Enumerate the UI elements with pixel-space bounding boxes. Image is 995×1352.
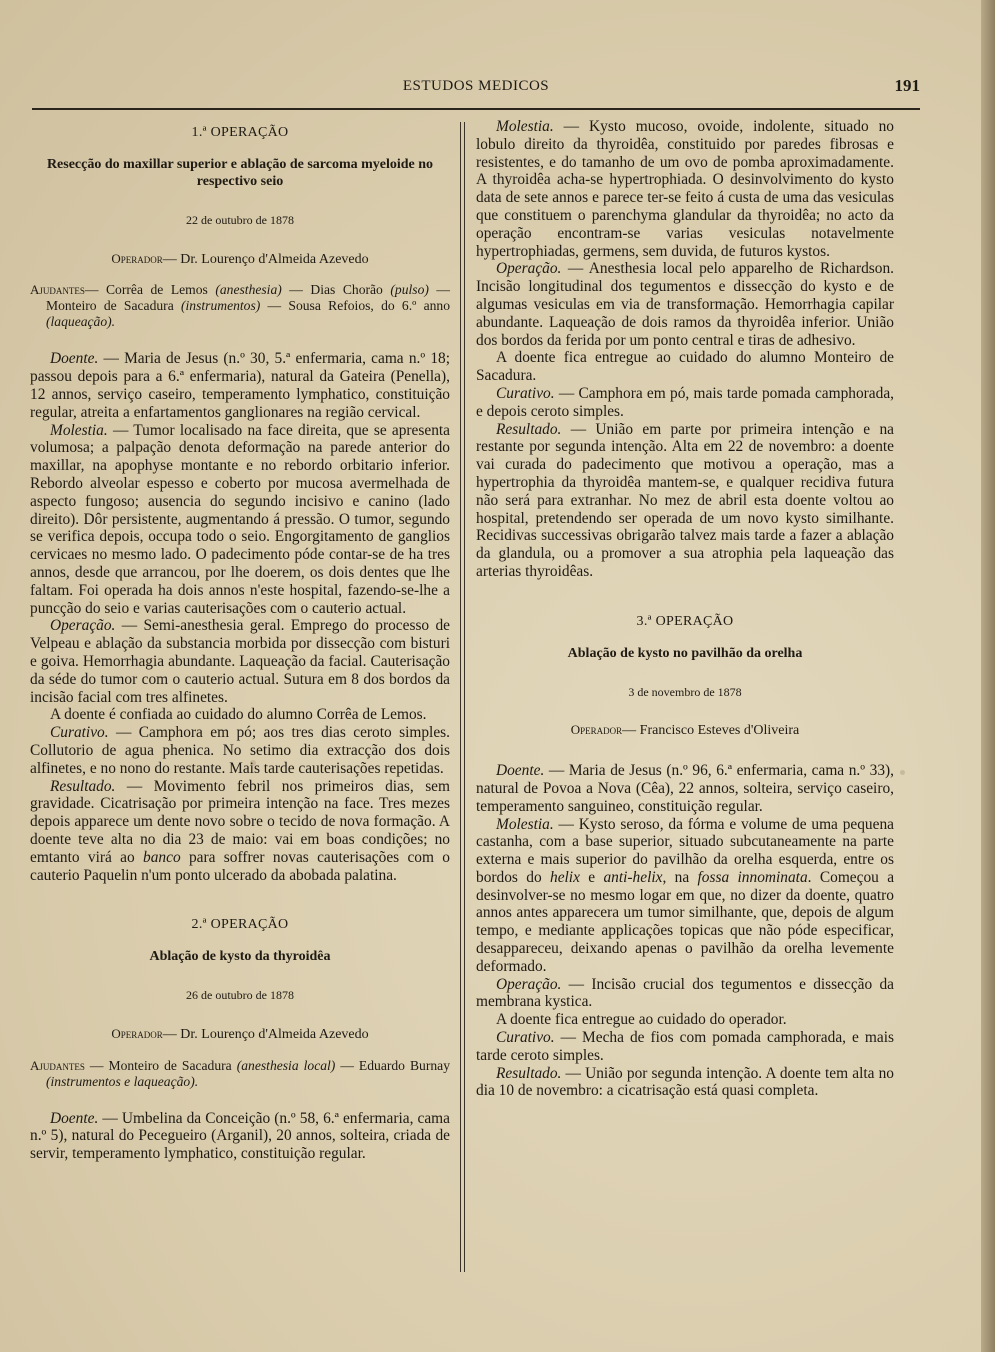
para-label: Operação. — [496, 975, 562, 993]
para-text: — Kysto mucoso, ovoide, indolente, situado no lobulo direito da thyroidêa, constituido por paredes fibrosas e resistentes, e do tamanho de um ovo de pomba aproximadamente. A thyroidêa acha-se hypertrophiada. O desinvolvimento do kysto data de sete annos e parece ter-se feito á custa de uma das vesiculas que constituem o parenchyma glandular da thyroidêa; no acto da operação encontram-se varias vesiculas notavelmente hypertrophiadas, germens, sem duvida, de futuros kystos. — [476, 118, 894, 260]
helper-text: — Sousa Refoios, do 6.º anno — [260, 298, 450, 314]
para-text: e — [579, 868, 604, 886]
para-label: Curativo. — [50, 724, 109, 742]
op1-doente-paragraph — [30, 350, 450, 421]
running-title: ESTUDOS MEDICOS — [402, 78, 550, 94]
op1-resultado-paragraph — [30, 778, 450, 885]
operation-1-heading: 1.ª OPERAÇÃO — [191, 125, 289, 140]
para-emphasis: banco — [143, 848, 181, 866]
header-rule — [32, 108, 920, 110]
para-text: — Anesthesia local pelo apparelho de Richardson. Incisão longitudinal dos tegumentos e dissecção do kysto e de algumas vesiculas em via de transformação. Hemorrhagia capilar abundante. Laqueação de dois ramos da thyroidêa inferior. União dos bordos da ferida por um ponto central e tiras de adhesivo. — [476, 260, 894, 349]
helper-text: — Corrêa de Lemos — [84, 282, 216, 298]
op2-confiada-paragraph: A doente fica entregue ao cuidado do alumno Monteiro de Sacadura. — [476, 349, 894, 385]
helper-role: (anesthesia local) — [236, 1057, 336, 1073]
operation-2-heading: 2.ª OPERAÇÃO — [191, 917, 289, 933]
operator-name: — Dr. Lourenço d'Almeida Azevedo — [162, 1026, 369, 1042]
para-label: Doente. — [50, 350, 99, 368]
para-label: Molestia. — [496, 815, 554, 833]
op1-curativo-paragraph — [30, 724, 450, 777]
op3-molestia-paragraph — [476, 816, 894, 976]
operator-label: Operador — [111, 1025, 163, 1041]
para-label: Molestia. — [50, 421, 108, 439]
para-text: — Kysto seroso, da fórma e volume de uma pequena castanha, com a base superior, situado subcutaneamente na parte externa e mais superior do pavilhão da orelha esquerda, entre os bordos do — [476, 815, 894, 886]
op2-doente-paragraph — [30, 1110, 450, 1163]
para-emphasis: anti-helix — [603, 868, 663, 886]
operator-name: — Francisco Esteves d'Oliveira — [622, 723, 800, 739]
para-text: — Movimento febril nos primeiros dias, sem gravidade. Cicatrisação por primeira intenção na face. Tres mezes depois apparece um dente novo sobre o tecido de nova formação. A doente teve alta no dia 23 de maio: vai em boas condições; no emtanto virá ao — [30, 777, 450, 866]
op1-molestia-paragraph — [30, 422, 450, 618]
para-text: para soffrer novas cauterisações com o cauterio Paquelin n'um ponto ulcerado da abobada palatina. — [30, 848, 450, 884]
operator-label: Operador — [111, 250, 163, 266]
para-text: — União por segunda intenção. A doente tem alta no dia 10 de novembro: a cicatrisação está quasi completa. — [476, 1064, 894, 1100]
para-text: — Umbelina da Conceição (n.º 58, 6.ª enfermaria, cama n.º 5), natural do Pecegueiro (Arganil), 20 annos, solteira, criada de servir, temperamento lymphatico, constituição regular. — [30, 1109, 450, 1163]
op2-curativo-paragraph — [476, 385, 894, 421]
helper-text: — Dias Chorão — [281, 282, 391, 298]
para-emphasis: fossa innominata — [697, 868, 808, 886]
helper-text: — Monteiro de Sacadura — [46, 282, 450, 314]
operator-label: Operador — [570, 722, 623, 738]
para-text: — Maria de Jesus (n.º 96, 6.ª enfermaria, cama n.º 33), natural de Povoa a Nova (Cêa), 22 annos, solteira, serviço caseiro, temperamento sanguineo, constituição regular. — [476, 762, 894, 815]
helper-role: (instrumentos e laqueação). — [46, 1073, 199, 1089]
operation-1-title: Resecção do maxillar superior e ablação de sarcoma myeloide no respectivo seio — [46, 156, 434, 189]
op2-molestia-paragraph — [476, 118, 894, 260]
para-text: — Mecha de fios com pomada camphorada, e mais tarde ceroto simples. — [476, 1029, 894, 1064]
para-text: — Tumor localisado na face direita, que se apresenta volumosa; a palpação denota deformação na parede anterior do maxillar, na apophyse montante e no rebordo orbitario inferior. Rebordo alveolar espesso e coberto por mucosa avermelhada de aspecto fungoso; ausencia do segundo incisivo e canino (lado direito). Dôr persistente, augmentando á pressão. O tumor, segundo se verifica depois, occupa todo o seio. Engorgitamento de ganglios cervicaes no mesmo lado. O padecimento póde contar-se de ha tres annos, desde que arrancou, por lhe doerem, os dois dentes que lhe faltam. Foi operada ha dois annos n'este hospital, fazendo-se-lhe a puncção do seio e varias cauterisações com o cauterio actual. — [30, 421, 450, 617]
operation-2-title: Ablação de kysto da thyroidêa — [149, 949, 331, 965]
helpers-label: Ajudantes — [30, 1057, 85, 1073]
para-label: Molestia. — [496, 118, 554, 135]
op3-operacao-paragraph — [476, 976, 894, 1012]
helper-role: (pulso) — [390, 282, 429, 298]
operation-3-heading: 3.ª OPERAÇÃO — [636, 613, 734, 629]
para-text: , na — [662, 868, 698, 886]
para-label: Curativo. — [496, 1029, 555, 1047]
page-number: 191 — [894, 76, 920, 95]
helper-role: (instrumentos) — [181, 298, 261, 314]
operation-3-operator — [476, 721, 894, 740]
operation-1-operator — [30, 250, 450, 269]
left-column — [30, 118, 450, 1163]
op3-doente-paragraph — [476, 762, 894, 815]
para-emphasis: helix — [550, 868, 580, 886]
para-label: Operação. — [496, 260, 562, 278]
helper-role: (laqueação). — [46, 314, 116, 330]
para-label: Curativo. — [496, 384, 555, 402]
operation-2-helpers — [30, 1058, 450, 1090]
operation-3-title: Ablação de kysto no pavilhão da orelha — [567, 645, 803, 661]
helpers-label: Ajudantes — [30, 282, 85, 298]
para-text: — Camphora em pó, mais tarde pomada camphorada, e depois ceroto simples. — [476, 384, 894, 420]
para-label: Resultado. — [496, 420, 562, 438]
op2-operacao-paragraph — [476, 260, 894, 349]
op3-confiada-paragraph: A doente fica entregue ao cuidado do operador. — [496, 1011, 787, 1029]
operation-2-operator — [30, 1025, 450, 1044]
helper-text: — Monteiro de Sacadura — [84, 1057, 237, 1073]
operation-1-helpers — [30, 282, 450, 330]
page-edge — [981, 0, 995, 1352]
para-text: — Incisão crucial dos tegumentos e dissecção da membrana kystica. — [476, 975, 894, 1011]
page-header — [32, 72, 920, 112]
op3-curativo-paragraph — [476, 1029, 894, 1065]
operation-2-date: 26 de outubro de 1878 — [186, 988, 294, 1003]
para-label: Doente. — [50, 1109, 99, 1127]
operator-name: — Dr. Lourenço d'Almeida Azevedo — [162, 251, 369, 267]
op3-resultado-paragraph — [476, 1065, 894, 1101]
para-text: — Semi-anesthesia geral. Emprego do processo de Velpeau e ablação da substancia morbida por dissecção com bisturi e goiva. Hemorrhagia abundante. Laqueação da facial. Cauterisação da séde do tumor com o cauterio actual. Sutura em 8 dos bordos da incisão facial com tres alfinetes. — [30, 617, 450, 706]
para-label: Resultado. — [496, 1064, 562, 1082]
helper-text: — Eduardo Burnay — [335, 1057, 450, 1073]
para-text: — Maria de Jesus (n.º 30, 5.ª enfermaria, cama n.º 18; passou depois para a 6.ª enfermaria), natural da Gateira (Penella), 12 annos, serviço caseiro, temperamento lymphatico, constituição regular, atreita a enfartamentos ganglionares na região cervical. — [30, 350, 450, 421]
para-label: Operação. — [50, 617, 116, 635]
operation-3-date: 3 de novembro de 1878 — [628, 684, 742, 699]
para-text: — Camphora em pó; aos tres dias ceroto simples. Collutorio de agua phenica. No setimo dia extracção dos dois alfinetes, e no nono do restante. Mais tarde cauterisações repetidas. — [30, 724, 450, 777]
column-divider — [460, 122, 465, 1272]
right-column — [476, 118, 894, 1100]
op1-confiada-paragraph: A doente é confiada ao cuidado do alumno Corrêa de Lemos. — [50, 706, 427, 724]
para-text: — União em parte por primeira intenção e na restante por segunda intenção. Alta em 22 de novembro: a doente vai curada do padecimento que motivou a operação, mas a hypertrophia da thyroidêa mantem-se, e qualquer recidiva futura não será para extranhar. No mez de abril esta doente voltou ao hospital, pretendendo ser operada de um novo kysto similhante. Recidivas successivas obrigarão talvez mais tarde a fazer a ablação da glandula, ou a promover a sua atrophia pela laqueação das arterias thyroidêas. — [476, 420, 894, 580]
op2-resultado-paragraph — [476, 421, 894, 581]
ink-spot — [900, 770, 905, 775]
operation-1-date: 22 de outubro de 1878 — [186, 212, 294, 227]
helper-role: (anesthesia) — [215, 282, 282, 298]
para-label: Resultado. — [50, 777, 116, 795]
para-label: Doente. — [496, 762, 545, 780]
op1-operacao-paragraph — [30, 617, 450, 706]
para-text: . Começou a desinvolver-se no mesmo logar em que, no dizer da doente, quatro annos antes apparecera um tumor similhante, que, depois de algum tempo, e mediante applicações topicas que não póde especificar, desappareceu, deixando apenas o pavilhão da orelha levemente deformado. — [476, 868, 895, 975]
